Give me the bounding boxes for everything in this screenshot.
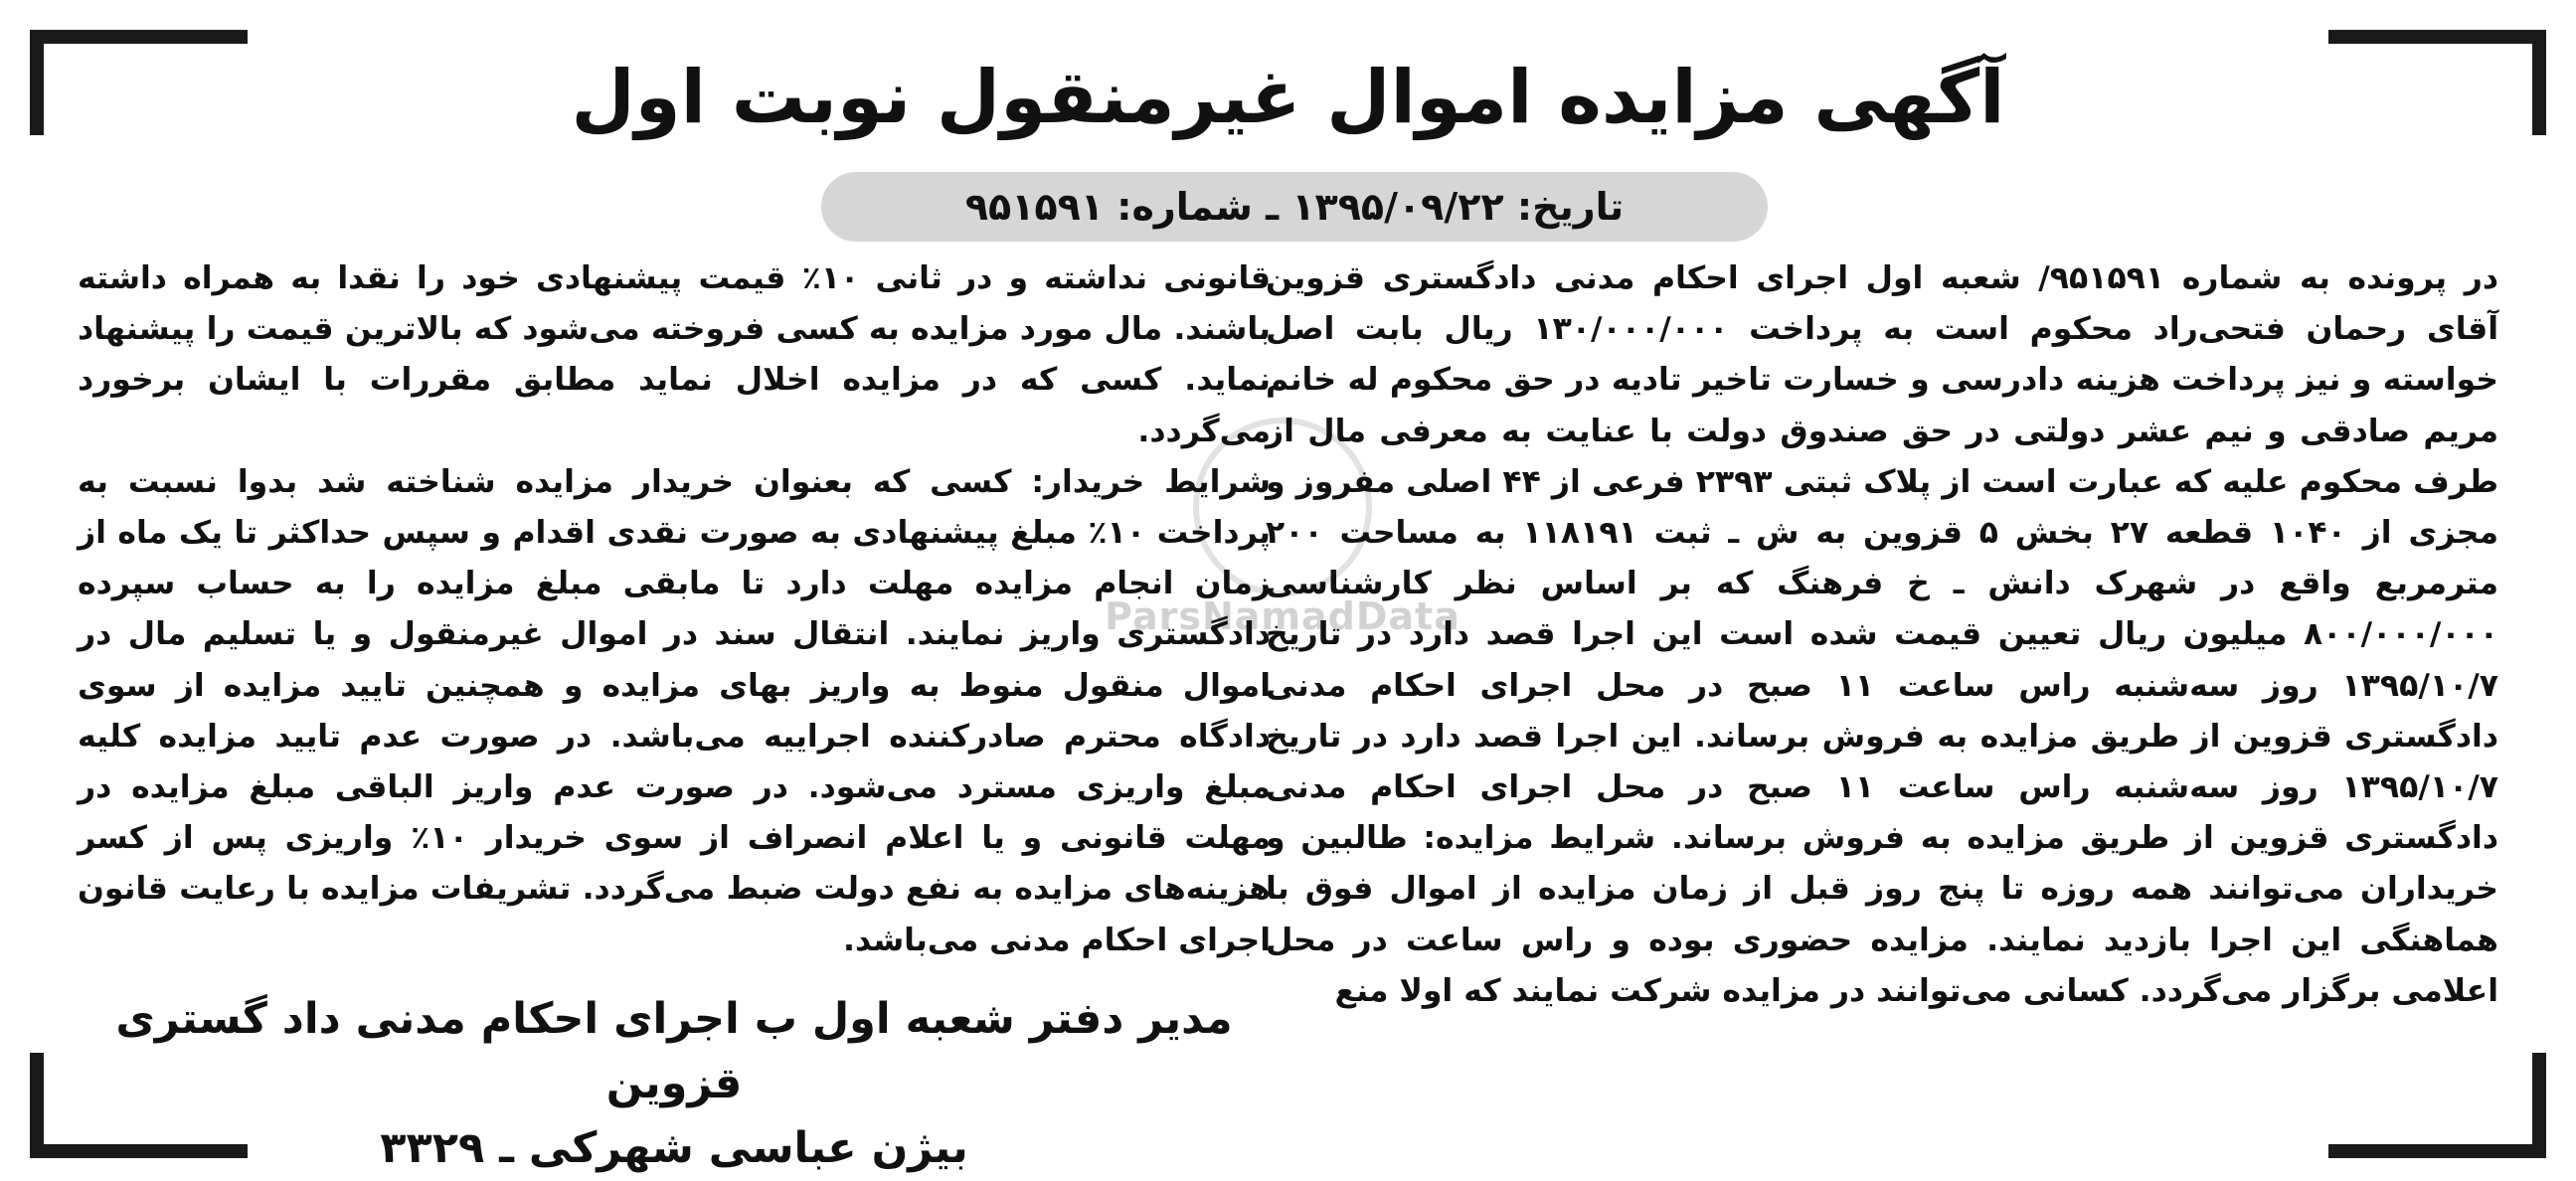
notice-title: آگهی مزایده اموال غیرمنقول نوبت اول bbox=[571, 55, 2005, 140]
watermark-brand: ParsNamadData bbox=[1105, 594, 1460, 638]
body-paragraph: در پرونده به شماره ۹۵۱۵۹۱/ شعبه اول اجرای احکام مدنی دادگستری قزوین آقای رحمان فتحی‌راد محکوم است به پرداخت ۱۳۰/۰۰۰/۰۰۰ ریال بابت اصل خواسته و نیز پرداخت هزینه دادرسی و خسارت تاخیر تادیه در حق محکوم له خانم مریم صادقی و نیم عشر دولتی در حق صندوق دولت با عنایت به معرفی مال از طرف محکوم علیه که عبارت است از پلاک ثبتی ۲۳۹۳ فرعی از ۴۴ اصلی مفروز و مجزی از ۱۰۴۰ قطعه ۲۷ بخش ۵ قزوین به ش ـ ثبت ۱۱۸۱۹۱ به مساحت ۲۰۰ مترمربع واقع در شهرک دانش ـ خ فرهنگ که بر اساس نظر کارشناسی ۸۰۰/۰۰۰/۰۰۰ میلیون ریال تعیین قیمت شده است این اجرا قصد دارد در تاریخ ۱۳۹۵/۱۰/۷ روز سه‌شنبه راس ساعت ۱۱ صبح در محل اجرای احکام مدنی دادگستری قزوین از طریق مزایده به فروش برساند. این اجرا قصد دارد در تاریخ ۱۳۹۵/۱۰/۷ روز سه‌شنبه راس ساعت ۱۱ صبح در محل اجرای احکام مدنی دادگستری قزوین از طریق مزایده به فروش برساند. شرایط مزایده: طالبین و خریداران می‌توانند همه روزه تا پنج روز قبل از زمان مزایده از اموال فوق با هماهنگی این اجرا بازدید نمایند. مزایده حضوری بوده و راس ساعت در محل اعلامی برگزار می‌گردد. کسانی می‌توانند در مزایده شرکت نمایند که اولا منع bbox=[1266, 260, 2499, 1009]
buyer-conditions-paragraph: شرایط خریدار: کسی که بعنوان خریدار مزایده شناخته شد بدوا نسبت به پرداخت ۱۰٪ مبلغ پیشنهادی به صورت نقدی اقدام و سپس حداکثر تا یک ماه از زمان انجام مزایده مهلت دارد تا مابقی مبلغ مزایده را به حساب سپرده دادگستری واریز نمایند. انتقال سند در اموال غیرمنقول و یا تسلیم مال در اموال منقول منوط به واریز بهای مزایده و همچنین تایید مزایده از سوی دادگاه محترم صادرکننده اجراییه می‌باشد. در صورت عدم تایید مزایده کلیه مبلغ واریزی مسترد می‌شود. در صورت عدم واریز الباقی مبلغ مزایده در مهلت قانونی و یا اعلام انصراف از سوی خریدار ۱۰٪ واریزی پس از کسر هزینه‌های مزایده به نفع دولت ضبط می‌گردد. تشریفات مزایده با رعایت قانون اجرای احکام مدنی می‌باشد. bbox=[78, 463, 1272, 958]
body-column-left bbox=[78, 253, 1271, 966]
body-paragraph: قانونی نداشته و در ثانی ۱۰٪ قیمت پیشنهادی خود را نقدا به همراه داشته باشند. مال مورد مزایده به کسی فروخته می‌شود که بالاترین قیمت را پیشنهاد نماید. کسی که در مزایده اخلال نماید مطابق مقررات با ایشان برخورد می‌گردد. bbox=[78, 260, 1271, 449]
signature-block bbox=[78, 987, 1271, 1181]
date-number-badge: تاریخ: ۱۳۹۵/۰۹/۲۲ ـ شماره: ۹۵۱۵۹۱ bbox=[821, 172, 1768, 242]
signature-title: مدیر دفتر شعبه اول ب اجرای احکام مدنی داد گستری قزوین bbox=[115, 994, 1233, 1108]
body-column-right bbox=[1266, 253, 2498, 1017]
frame-corner-bottom-right bbox=[2328, 1053, 2546, 1158]
signature-name: بیژن عباسی شهرکی ـ ۳۳۲۹ bbox=[380, 1123, 968, 1173]
